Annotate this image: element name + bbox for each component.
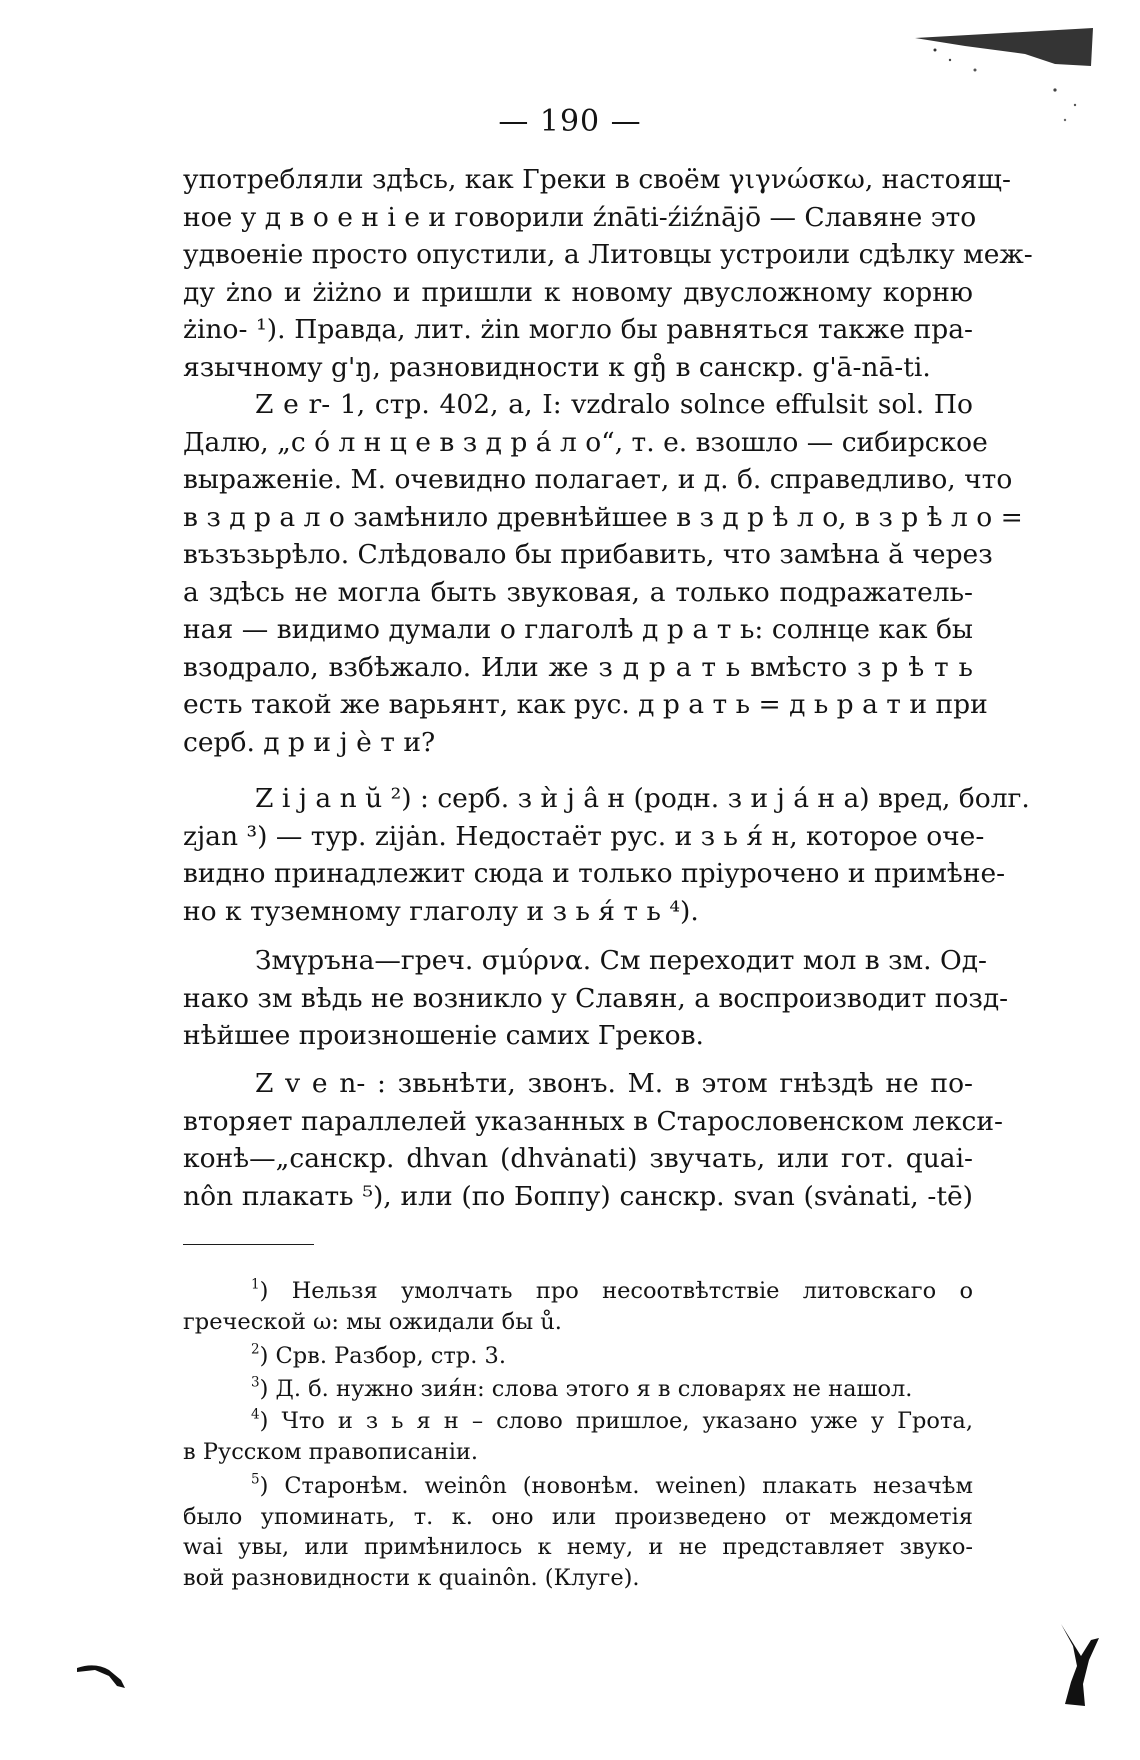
text-line: nôn плакать ⁵), или (по Боппу) санскр. svan (svȧnati, -tē) (183, 1180, 973, 1212)
text-line: конѣ—„санскр. dhvan (dhvȧnati) звучать, или гот. quai- (183, 1143, 973, 1174)
footnote-mark: 3 (251, 1374, 260, 1391)
text-line: серб. д р и ј ѐ т и? (183, 726, 436, 758)
footnote-line: $^2$) Срв. Разбор, стр. 3. (251, 1341, 506, 1369)
footnote-line: в Русском правописаніи. (183, 1438, 479, 1465)
text-line: Далю, „с о́ л н ц е в з д р а́ л о“, т. е. взошло — сибирское (183, 426, 988, 458)
footnote-line: $^1$) Нельзя умолчать про несоотвѣтствіе литовскаго o (251, 1276, 973, 1304)
footnote-text: Старонѣм. weinôn (новонѣм. weinen) плакать незачѣм (284, 1473, 973, 1499)
footnote-mark: 5 (251, 1471, 260, 1488)
text-line: zjan ³) — тур. zijȧn. Недостаёт рус. и з ь я́ н, которое оче- (183, 820, 985, 852)
text-line: выраженіе. М. очевидно полагает, и д. б. справедливо, что (183, 464, 1013, 495)
footnote-line: wai увы, или примѣнилось к нему, и не представляет звуко- (183, 1534, 973, 1560)
paragraph-5 (183, 1065, 1003, 1215)
footnote-2 (183, 1341, 973, 1372)
text-line: Z v e n- : звьнѣти, звонъ. М. в этом гнѣздѣ не по- (255, 1068, 973, 1099)
text-line: ное у д в о е н і е и говорили źnāti-źiźnājō — Славяне это (183, 201, 977, 233)
text-line: но к туземному глаголу и з ь я́ т ь ⁴). (183, 895, 699, 927)
footnote-divider (183, 1244, 314, 1245)
scan-smudge-bottom-left (75, 1650, 145, 1690)
text-line: нако зм вѣдь не возникло у Славян, а воспроизводит позд- (183, 982, 1009, 1014)
footnote-mark: 1 (251, 1276, 260, 1293)
text-line: взодрало, взбѣжало. Или же з д р а т ь вмѣсто з р ѣ т ь (183, 651, 973, 683)
footnote-text: Что и з ь я н – слово пришлое, указано уже у Грота, (281, 1408, 973, 1434)
footnote-5 (183, 1471, 973, 1593)
text-line: Змүръна—греч. σμύρνα. См переходит мол в зм. Од- (255, 945, 987, 976)
paragraph-4 (183, 942, 1009, 1055)
text-line: żino- ¹). Правда, лит. żin могло бы равняться также пра- (183, 314, 973, 345)
footnote-line: было упоминать, т. к. оно или произведено от междометія (183, 1503, 973, 1530)
footnote-1 (183, 1276, 973, 1337)
footnote-text: Срв. Разбор, стр. 3. (275, 1343, 506, 1369)
text-line: a здѣсь не могла быть звуковая, а только подражатель- (183, 576, 973, 608)
footnote-line: $^3$) Д. б. нужно зия́н: слова этого я в словарях не нашол. (251, 1374, 913, 1402)
text-line: в з д р а л о замѣнило древнѣйшее в з д р ѣ л о, в з р ѣ л о = (183, 501, 1023, 533)
text-line: употребляли здѣсь, как Греки в своём γιγνώσκω, настоящ- (183, 164, 1011, 195)
paragraph-2 (183, 386, 1023, 761)
scan-smudge-bottom-right (1055, 1620, 1105, 1710)
text-line: ду żno и żiżno и пришли к новому двусложному корню (183, 276, 973, 308)
paragraph-3 (183, 780, 1030, 930)
footnote-4 (183, 1406, 973, 1467)
page-number: — 190 — (498, 104, 642, 139)
footnote-line: вой разновидности к quainôn. (Клуге). (183, 1564, 640, 1591)
text-line: ная — видимо думали о глаголѣ д р а т ь: солнце как бы (183, 614, 973, 645)
footnote-mark: 4 (251, 1406, 260, 1423)
text-line: възъзьрѣло. Слѣдовало бы прибавить, что замѣна ă через (183, 539, 993, 570)
text-line: вторяет параллелей указанных в Старословенском лекси- (183, 1105, 1003, 1137)
paragraph-1 (183, 161, 1033, 386)
footnote-line: $^5$) Старонѣм. weinôn (новонѣм. weinen) плакать незачѣм (251, 1471, 973, 1499)
footnote-text: Д. б. нужно зия́н: слова этого я в словарях не нашол. (275, 1376, 913, 1402)
text-line: видно принадлежит сюда и только пріурочено и примѣне- (183, 858, 1006, 889)
footnote-mark: 2 (251, 1341, 260, 1358)
text-line: удвоеніе просто опустили, а Литовцы устроили сдѣлку меж- (183, 239, 1033, 270)
text-line: Z i j a n ŭ ²) : серб. з ѝ ј а̂ н (родн. з и ј а́ н а) вред, болг. (255, 783, 1030, 814)
footnote-3 (183, 1374, 973, 1405)
text-line: язычному g'ŋ, разновидности к gŋ̊ в санскр. g'ā-nā-ti. (183, 351, 931, 383)
text-line: есть такой же варьянт, как рус. д р а т ь = д ь р а т и при (183, 689, 988, 720)
text-line: нѣйшее произношеніе самих Греков. (183, 1020, 704, 1051)
text-line: Z e r- 1, стр. 402, a, I: vzdralo solnce effulsit sol. По (255, 389, 973, 420)
footnote-line: $^4$) Что и з ь я н – слово пришлое, указано уже у Грота, (251, 1406, 973, 1434)
footnote-text: Нельзя умолчать про несоотвѣтствіе литовскаго o (291, 1278, 973, 1304)
footnote-line: греческой ω: мы ожидали бы ů. (183, 1308, 562, 1335)
